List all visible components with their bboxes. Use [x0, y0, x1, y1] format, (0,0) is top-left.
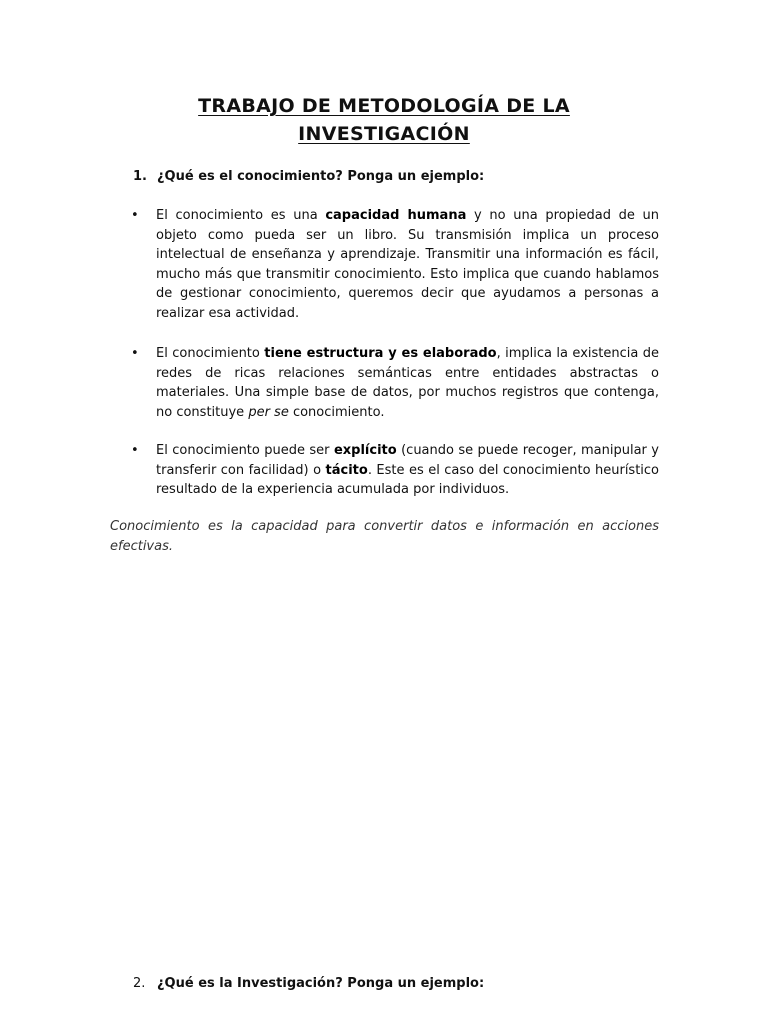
title-line-2: INVESTIGACIÓN — [298, 123, 470, 145]
bullet-item-2 — [131, 344, 659, 422]
bullet-1-bold-1: capacidad humana — [325, 208, 467, 223]
bullet-3-part-2: (cuando se puede recoger, manipular y transferir con facilidad) o — [156, 443, 660, 478]
bullet-text-3 — [156, 441, 659, 500]
conclusion-text: Conocimiento es la capacidad para convertir datos e información en acciones efectivas. — [110, 519, 659, 554]
bullet-3-bold-1: explícito — [333, 443, 397, 458]
document-title — [100, 92, 668, 148]
bullet-text-1 — [156, 206, 659, 324]
bullet-3-bold-2: tácito — [325, 462, 368, 478]
title-line-1: TRABAJO DE METODOLOGÍA DE LA — [198, 95, 570, 117]
question-1-text: ¿Qué es el conocimiento? Ponga un ejemplo: — [157, 169, 485, 184]
question-2-number: 2. — [133, 976, 146, 991]
bullet-2-bold-1: tiene estructura y es elaborado — [264, 346, 497, 361]
question-2-heading — [133, 974, 484, 994]
bullet-2-part-3: conocimiento. — [288, 404, 385, 420]
bullet-1-part-1: El conocimiento es una — [156, 208, 326, 223]
bullet-3-part-3: . Este es el caso del conocimiento heurístico resultado de la experiencia acumulada por individuos. — [156, 462, 660, 498]
bullet-2-part-1: El conocimiento — [156, 346, 265, 361]
bullet-3-part-1: El conocimiento puede ser — [156, 443, 334, 458]
question-1-number: 1. — [133, 169, 147, 184]
bullet-item-1 — [131, 206, 659, 324]
bullet-1-part-2: y no una propiedad de un objeto como pueda ser un libro. Su transmisión implica un proceso intelectual de enseñanza y aprendizaje. Transmitir una información es fácil, mucho más que transmitir conocimiento. Esto implica que cuando hablamos de gestionar conocimiento, queremos decir que ayudamos a personas a realizar esa actividad. — [156, 208, 660, 321]
bullet-icon: • — [131, 208, 139, 223]
bullet-icon: • — [131, 346, 139, 361]
bullet-icon: • — [131, 443, 139, 458]
bullet-item-3 — [131, 441, 659, 500]
bullet-2-part-2: , implica la existencia de redes de ricas relaciones semánticas entre entidades abstractas o materiales. Una simple base de datos, por muchos registros que contenga, no constituye — [156, 346, 659, 420]
bullet-text-2 — [156, 344, 659, 422]
bullet-2-italic-1: per se — [248, 404, 289, 420]
question-2-text: ¿Qué es la Investigación? Ponga un ejemplo: — [157, 976, 485, 991]
question-1-heading — [133, 167, 484, 187]
